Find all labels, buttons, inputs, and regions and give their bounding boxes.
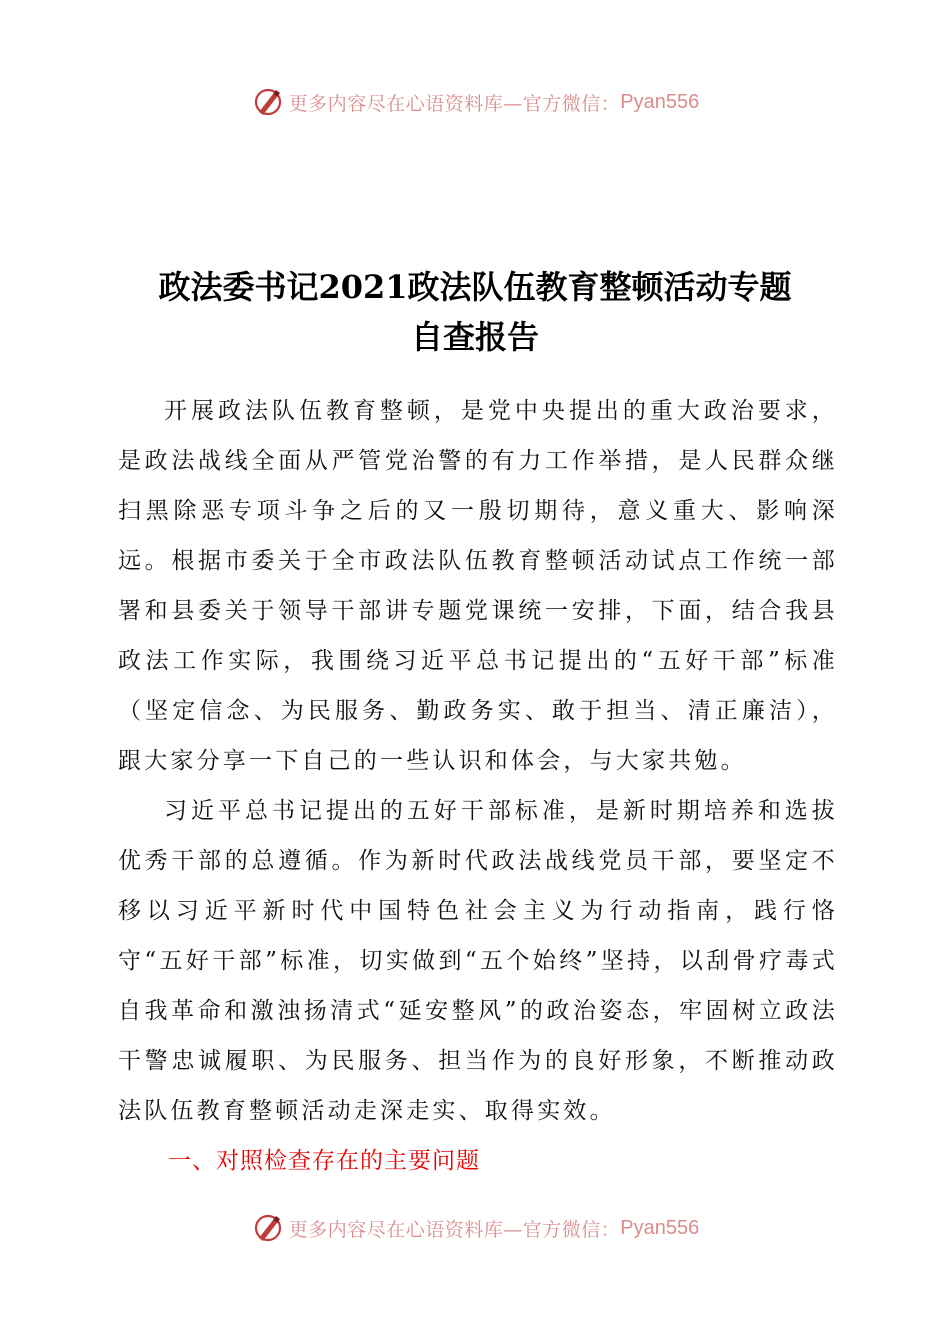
watermark-text: 更多内容尽在心语资料库—官方微信： <box>288 92 621 115</box>
section-heading-1: 一、对照检查存在的主要问题 <box>168 1148 480 1174</box>
watermark-wechat-id: Pyan556 <box>620 1216 700 1239</box>
document-title <box>0 262 950 362</box>
watermark-wechat-id: Pyan556 <box>620 90 700 113</box>
header-watermark <box>0 80 950 124</box>
footer-watermark <box>0 1206 950 1250</box>
title-line-1: 政法委书记2021政法队伍教育整顿活动专题 <box>158 268 792 306</box>
pen-circle-logo-icon <box>251 85 285 119</box>
paragraph-standard: 习近平总书记提出的五好干部标准，是新时期培养和选拔优秀干部的总遵循。作为新时代政法战线党员干部，要坚定不移以习近平新时代中国特色社会主义为行动指南，践行恪守“五好干部”标准，切实做到“五个始终”坚持，以刮骨疗毒式自我革命和激浊扬清式“延安整风”的政治姿态，牢固树立政法干警忠诚履职、为民服务、担当作为的良好形象，不断推动政法队伍教育整顿活动走深走实、取得实效。 <box>118 798 838 1124</box>
paragraph-intro: 开展政法队伍教育整顿，是党中央提出的重大政治要求，是政法战线全面从严管党治警的有力工作举措，是人民群众继扫黑除恶专项斗争之后的又一殷切期待，意义重大、影响深远。根据市委关于全市政法队伍教育整顿活动试点工作统一部署和县委关于领导干部讲专题党课统一安排，下面，结合我县政法工作实际，我围绕习近平总书记提出的“五好干部”标准（坚定信念、为民服务、勤政务实、敢于担当、清正廉洁），跟大家分享一下自己的一些认识和体会，与大家共勉。 <box>118 398 838 774</box>
watermark-text: 更多内容尽在心语资料库—官方微信： <box>288 1218 621 1241</box>
pen-circle-logo-icon <box>251 1211 285 1245</box>
title-line-2: 自查报告 <box>410 318 539 356</box>
